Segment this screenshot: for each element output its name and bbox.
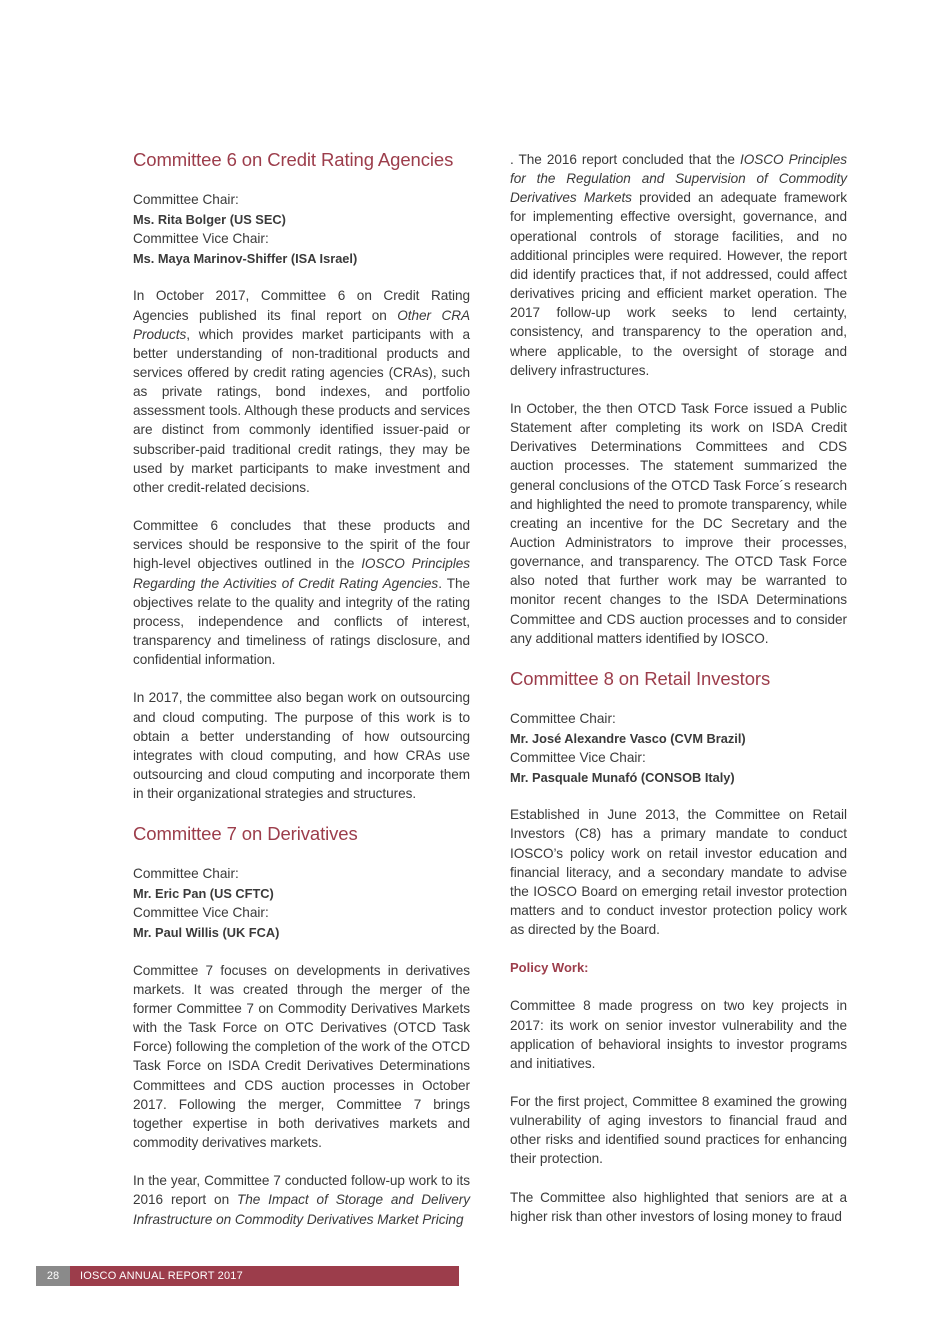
committee-6-paragraph-3: In 2017, the committee also began work on outsourcing and cloud computing. The purpose of this work is to obtain a better understanding of how outsourcing integrates with cloud computing, and how CRAs use outsourcing and cloud computing and incorporate them in their organizational strategies and structures. (133, 690, 470, 802)
vice-chair-name: Mr. Pasquale Munafó (CONSOB Italy) (510, 769, 735, 785)
committee-7-paragraph-3: In October, the then OTCD Task Force issued a Public Statement after completing its work on ISDA Credit Derivatives Determinations Committees and CDS auction processes. The statement summarized the general conclusions of the OTCD Task Force´s research and highlighted the need to promote transparency, while creating an incentive for the DC Secretary and the Auction Administrators to improve their processes, governance, and transparency. The OTCD Task Force also noted that further work may be warranted to monitor recent changes to the ISDA Determinations Committee and CDS auction processes and to consider any additional matters identified by IOSCO. (510, 400, 847, 646)
report-title: IOSCO ANNUAL REPORT 2017 (80, 1270, 243, 1282)
right-column (510, 150, 847, 1245)
committee-8-paragraph-3: For the first project, Committee 8 examined the growing vulnerability of aging investors to financial fraud and other risks and identified sound practices for enhancing their protection. (510, 1094, 847, 1167)
vice-chair-label: Committee Vice Chair: (133, 905, 269, 921)
chair-label: Committee Chair: (510, 710, 616, 726)
committee-8-paragraph-2: Committee 8 made progress on two key projects in 2017: its work on senior investor vulnerability and the application of behavioral insights to investor programs and initiatives. (510, 998, 847, 1071)
vice-chair-label: Committee Vice Chair: (133, 231, 269, 247)
committee-7-leadership (133, 864, 470, 942)
committee-8-heading: Committee 8 on Retail Investors (510, 667, 771, 689)
page-footer (36, 1266, 459, 1286)
chair-name: Ms. Rita Bolger (US SEC) (133, 211, 286, 227)
chair-label: Committee Chair: (133, 866, 239, 882)
committee-7-paragraph-2-start: In the year, Committee 7 conducted follow-up work to its 2016 report on The Impact of Storage and Delivery Infrastructure on Commodity Derivatives Market Pricing (133, 1173, 470, 1227)
chair-name: Mr. Eric Pan (US CFTC) (133, 885, 274, 901)
committee-6-leadership (133, 190, 470, 268)
committee-7-heading: Committee 7 on Derivatives (133, 823, 358, 845)
committee-7-paragraph-2-continued: . The 2016 report concluded that the IOSCO Principles for the Regulation and Supervision of Commodity Derivatives Markets provided an adequate framework for implementing effective oversight, governance, and operational controls of storage facilities, and no additional principles were required. However, the report did identify practices that, if not addressed, could affect derivatives pricing and efficient market operation. The 2017 follow-up work seeks to lend certainty, consistency, and transparency to the operation and, where applicable, to the oversight of storage and delivery infrastructures. (510, 152, 848, 378)
committee-6-heading: Committee 6 on Credit Rating Agencies (133, 149, 454, 170)
chair-name: Mr. José Alexandre Vasco (CVM Brazil) (510, 730, 746, 746)
committee-6-paragraph-2: Committee 6 concludes that these products and services should be responsive to the spirit of the four high-level objectives outlined in the IOSCO Principles Regarding the Activities of Credit Rating Agencies. The objectives relate to the quality and integrity of the rating process, independence and conflicts of interest, transparency and timeliness of ratings disclosure, and confidential information. (133, 518, 470, 668)
vice-chair-name: Mr. Paul Willis (UK FCA) (133, 925, 280, 941)
committee-8-leadership (510, 709, 847, 787)
vice-chair-label: Committee Vice Chair: (510, 750, 646, 766)
policy-work-subheading: Policy Work: (510, 960, 589, 976)
committee-6-paragraph-1: In October 2017, Committee 6 on Credit Rating Agencies published its final report on Other CRA Products, which provides market participants with a better understanding of non-traditional products and services offered by credit rating agencies (CRAs), such as private ratings, bond indexes, and portfolio assessment tools. Although these products and services are distinct from commonly identified issuer-paid or subscriber-paid traditional credit ratings, they may be used by market participants to make investment and other credit-related decisions. (133, 288, 471, 495)
page-number: 28 (36, 1266, 70, 1286)
chair-label: Committee Chair: (133, 192, 239, 207)
left-column (133, 148, 470, 1248)
committee-8-paragraph-1: Established in June 2013, the Committee on Retail Investors (C8) has a primary mandate to conduct IOSCO’s policy work on retail investor education and financial literacy, and a secondary mandate to advise the IOSCO Board on emerging retail investor protection matters and to conduct investor protection policy work as directed by the Board. (510, 807, 847, 938)
committee-7-paragraph-1: Committee 7 focuses on developments in derivatives markets. It was created through the merger of the former Committee 7 on Commodity Derivatives Markets with the Task Force on OTC Derivatives (OTCD Task Force) following the completion of the work of the OTCD Task Force on ISDA Credit Derivatives Determinations Committees and CDS auction processes in October 2017. Following the merger, Committee 7 brings together expertise in both derivatives markets and commodity derivatives markets. (133, 962, 470, 1151)
committee-8-paragraph-4: The Committee also highlighted that seniors are at a higher risk than other investors of losing money to fraud (510, 1189, 847, 1224)
vice-chair-name: Ms. Maya Marinov-Shiffer (ISA Israel) (133, 250, 358, 266)
